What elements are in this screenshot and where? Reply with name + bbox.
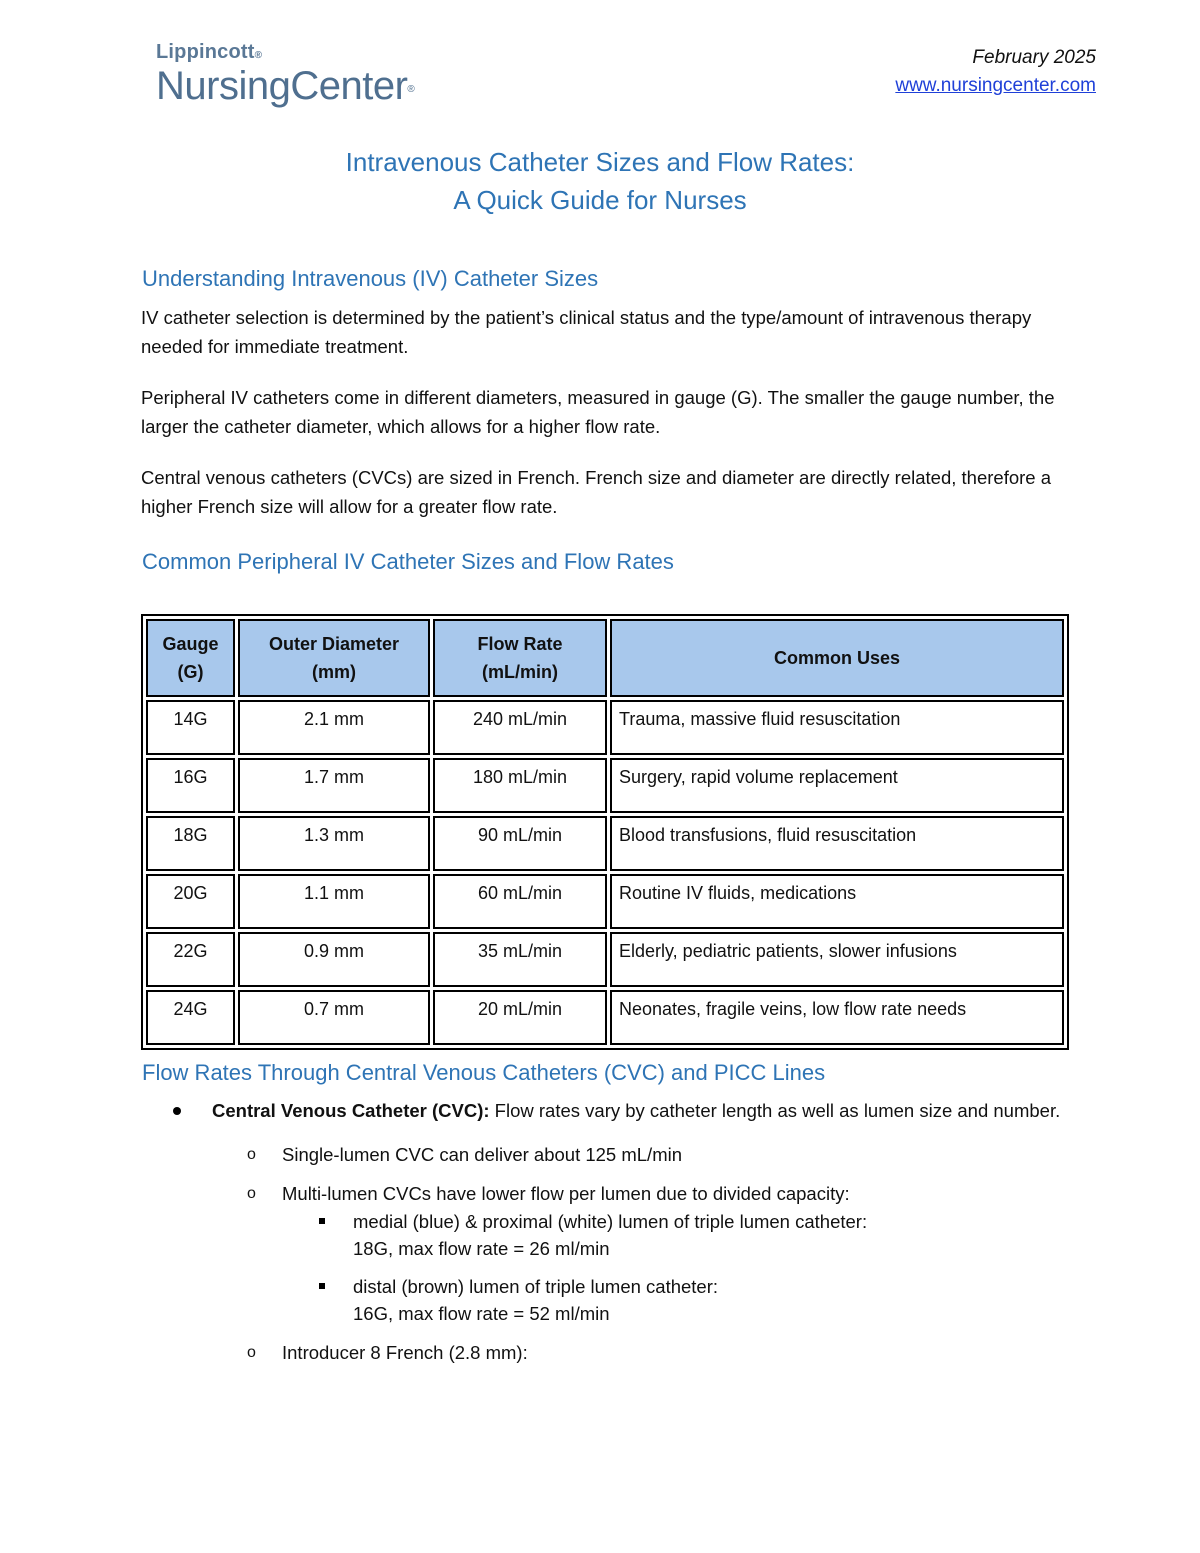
cell-gauge: 16G [146, 758, 235, 813]
circle-bullet-icon: o [247, 1146, 256, 1163]
logo-main-text: NursingCenter [156, 64, 408, 108]
nursingcenter-logo [156, 40, 414, 108]
paragraph-central-venous: Central venous catheters (CVCs) are sized in French. French size and diameter are directly related, therefore a higher French size will allow for a greater flow rate. [141, 467, 1051, 517]
single-lumen-text: Single-lumen CVC can deliver about 125 mL/min [282, 1144, 683, 1165]
cell-gauge: 22G [146, 932, 235, 987]
catheter-size-table [141, 614, 1069, 1050]
cell-common-uses: Elderly, pediatric patients, slower infusions [610, 932, 1064, 987]
cell-diameter: 1.3 mm [238, 816, 430, 871]
paragraph-catheter-selection: IV catheter selection is determined by the patient’s clinical status and the type/amount of intravenous therapy needed for immediate treatment. [141, 307, 1032, 357]
col-header-diameter-line2: (mm) [312, 662, 356, 682]
logo-reg-mark: ® [254, 50, 263, 61]
col-header-gauge [146, 619, 235, 697]
col-header-diameter-line1: Outer Diameter [268, 634, 400, 654]
col-header-flow-line2: (mL/min) [482, 662, 558, 682]
table-row [146, 932, 1064, 987]
cell-diameter: 2.1 mm [238, 700, 430, 755]
square-bullet-icon [319, 1283, 325, 1289]
cell-diameter: 1.7 mm [238, 758, 430, 813]
col-header-gauge-line1: Gauge [162, 634, 219, 654]
cell-common-uses: Blood transfusions, fluid resuscitation [610, 816, 1064, 871]
bullet-dot-icon [173, 1107, 181, 1115]
table-row [146, 700, 1064, 755]
circle-bullet-icon: o [247, 1344, 256, 1361]
cell-common-uses: Neonates, fragile veins, low flow rate needs [610, 990, 1064, 1045]
list-item-single-lumen [141, 1140, 1071, 1169]
cvc-text: Flow rates vary by catheter length as well as lumen size and number. [489, 1100, 1061, 1121]
website-link[interactable]: www.nursingcenter.com [895, 75, 1096, 96]
page-title [0, 143, 1200, 219]
col-header-common-uses: Common Uses [610, 619, 1064, 697]
table-row [146, 874, 1064, 929]
table-row [146, 990, 1064, 1045]
cvc-bullet-list [141, 1096, 1071, 1367]
cell-gauge: 24G [146, 990, 235, 1045]
header-date: February 2025 [972, 47, 1096, 68]
cvc-label: Central Venous Catheter (CVC): [212, 1100, 490, 1121]
cell-flow-rate: 90 mL/min [433, 816, 607, 871]
square-bullet-icon [319, 1218, 325, 1224]
list-item-cvc [141, 1096, 1071, 1125]
section-heading-peripheral-table: Common Peripheral IV Catheter Sizes and Flow Rates [142, 549, 674, 574]
col-header-flow-line1: Flow Rate [477, 634, 563, 654]
title-line-2: A Quick Guide for Nurses [453, 185, 747, 215]
cell-common-uses: Routine IV fluids, medications [610, 874, 1064, 929]
logo-top-text: Lippincott [156, 41, 255, 63]
list-item-distal-lumen [141, 1273, 1071, 1327]
list-item-multi-lumen [141, 1179, 1071, 1208]
introducer-text: Introducer 8 French (2.8 mm): [282, 1342, 528, 1363]
list-item-medial-lumen [141, 1208, 1071, 1262]
circle-bullet-icon: o [247, 1185, 256, 1202]
logo-reg-mark-main: ® [407, 84, 415, 95]
distal-line-1: distal (brown) lumen of triple lumen catheter: [353, 1276, 719, 1297]
cell-common-uses: Trauma, massive fluid resuscitation [610, 700, 1064, 755]
cell-common-uses: Surgery, rapid volume replacement [610, 758, 1064, 813]
distal-line-2: 16G, max flow rate = 52 ml/min [353, 1303, 610, 1324]
cell-flow-rate: 20 mL/min [433, 990, 607, 1045]
cell-gauge: 18G [146, 816, 235, 871]
cell-gauge: 14G [146, 700, 235, 755]
cell-diameter: 1.1 mm [238, 874, 430, 929]
list-item-introducer [141, 1338, 1071, 1367]
cell-diameter: 0.7 mm [238, 990, 430, 1045]
cell-flow-rate: 180 mL/min [433, 758, 607, 813]
title-line-1: Intravenous Catheter Sizes and Flow Rates: [345, 147, 855, 177]
section-heading-understanding: Understanding Intravenous (IV) Catheter Sizes [142, 266, 599, 291]
multi-lumen-text: Multi-lumen CVCs have lower flow per lumen due to divided capacity: [282, 1183, 850, 1204]
table-row [146, 816, 1064, 871]
section-heading-cvc-picc: Flow Rates Through Central Venous Catheters (CVC) and PICC Lines [142, 1060, 826, 1085]
cell-diameter: 0.9 mm [238, 932, 430, 987]
cell-flow-rate: 240 mL/min [433, 700, 607, 755]
header-info [895, 44, 1096, 100]
cell-flow-rate: 35 mL/min [433, 932, 607, 987]
table-header-row [146, 619, 1064, 697]
medial-line-1: medial (blue) & proximal (white) lumen of triple lumen catheter: [353, 1211, 868, 1232]
cell-gauge: 20G [146, 874, 235, 929]
col-header-flow-rate [433, 619, 607, 697]
col-header-gauge-line2: (G) [177, 662, 204, 682]
paragraph-peripheral-iv: Peripheral IV catheters come in different diameters, measured in gauge (G). The smaller the gauge number, the larger the catheter diameter, which allows for a higher flow rate. [141, 387, 1055, 437]
col-header-diameter [238, 619, 430, 697]
table-row [146, 758, 1064, 813]
medial-line-2: 18G, max flow rate = 26 ml/min [353, 1238, 610, 1259]
cell-flow-rate: 60 mL/min [433, 874, 607, 929]
